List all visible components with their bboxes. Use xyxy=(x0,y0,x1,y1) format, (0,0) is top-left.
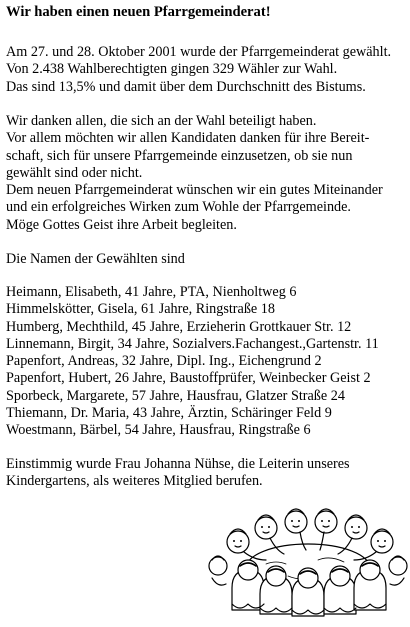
member-list xyxy=(6,284,379,440)
names-heading: Die Namen der Gewählten sind xyxy=(6,251,185,267)
thanks-line: Wir danken allen, die sich an der Wahl beteiligt haben. xyxy=(6,113,317,129)
intro-line: Das sind 13,5% und damit über dem Durchschnitt des Bistums. xyxy=(6,78,366,95)
intro-line: Von 2.438 Wahlberechtigten gingen 329 Wähler zur Wahl. xyxy=(6,61,338,78)
member-list-item: Himmelskötter, Gisela, 61 Jahre, Ringstraße 18 xyxy=(6,301,275,318)
thanks-line: und ein erfolgreiches Wirken zum Wohle der Pfarrgemeinde. xyxy=(6,199,351,216)
thanks-line: Möge Gottes Geist ihre Arbeit begleiten. xyxy=(6,216,237,233)
appointment-paragraph xyxy=(6,456,350,491)
member-list-item: Papenfort, Hubert, 26 Jahre, Baustoffprüfer, Weinbecker Geist 2 xyxy=(6,370,371,387)
member-list-item: Sporbeck, Margarete, 57 Jahre, Hausfrau, Glatzer Straße 24 xyxy=(6,387,345,404)
appointment-line: Einstimmig wurde Frau Johanna Nühse, die Leiterin unseres xyxy=(6,456,350,472)
page-title: Wir haben einen neuen Pfarrgemeinderat! xyxy=(6,4,271,20)
member-list-item: Woestmann, Bärbel, 54 Jahre, Hausfrau, Ringstraße 6 xyxy=(6,422,311,439)
thanks-line: gewählt sind oder nicht. xyxy=(6,164,143,181)
intro-line: Am 27. und 28. Oktober 2001 wurde der Pfarrgemeinderat gewählt. xyxy=(6,44,392,60)
member-list-item: Thiemann, Dr. Maria, 43 Jahre, Ärztin, Schäringer Feld 9 xyxy=(6,405,332,422)
thanks-line: schaft, sich für unsere Pfarrgemeinde einzusetzen, ob sie nun xyxy=(6,147,353,164)
member-list-item: Papenfort, Andreas, 32 Jahre, Dipl. Ing., Eichengrund 2 xyxy=(6,353,322,370)
member-list-item: Heimann, Elisabeth, 41 Jahre, PTA, Nienholtweg 6 xyxy=(6,284,297,300)
round-table-people-drawing-icon xyxy=(208,504,408,622)
thanks-line: Dem neuen Pfarrgemeinderat wünschen wir ein gutes Miteinander xyxy=(6,182,383,199)
thanks-paragraph xyxy=(6,113,383,234)
member-list-item: Linnemann, Birgit, 34 Jahre, Sozialvers.Fachangest.,Gartenstr. 11 xyxy=(6,335,379,352)
intro-paragraph xyxy=(6,44,391,96)
thanks-line: Vor allem möchten wir allen Kandidaten danken für ihre Bereit- xyxy=(6,130,370,147)
member-list-item: Humberg, Mechthild, 45 Jahre, Erzieherin Grottkauer Str. 12 xyxy=(6,318,352,335)
appointment-line: Kindergartens, als weiteres Mitglied berufen. xyxy=(6,473,263,490)
